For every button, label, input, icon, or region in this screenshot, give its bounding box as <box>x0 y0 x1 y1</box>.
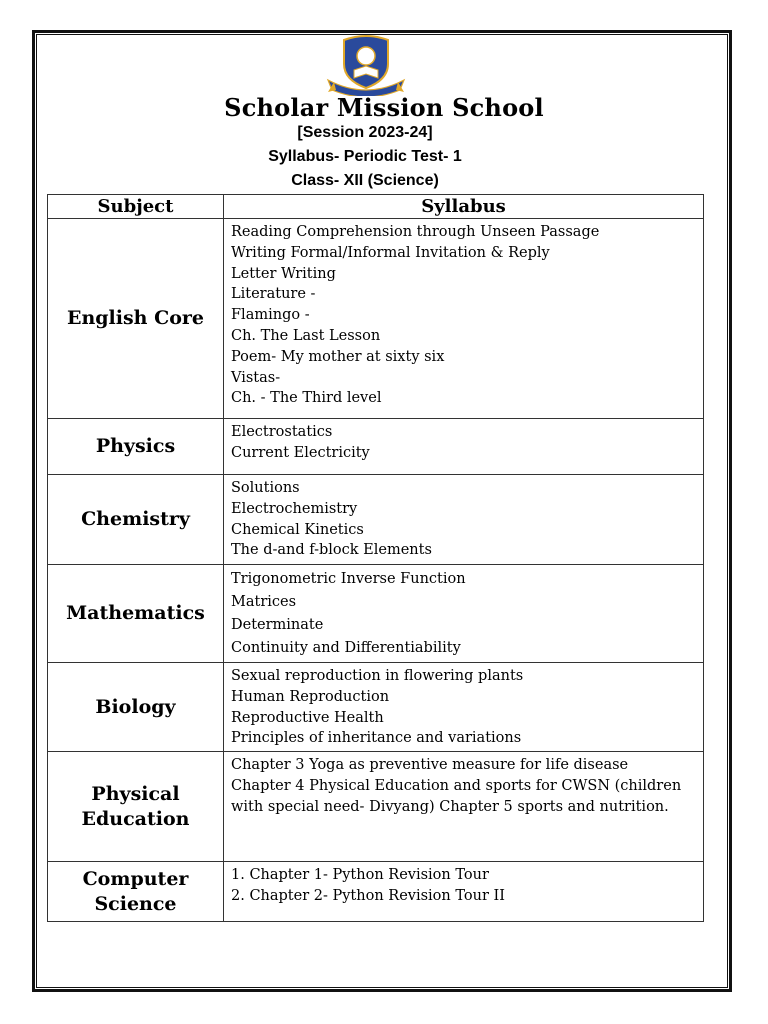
syllabus-item: Principles of inheritance and variations <box>231 730 522 747</box>
subject-cell <box>48 862 224 922</box>
syllabus-item: The d-and f-block Elements <box>231 542 432 559</box>
table-row <box>48 565 704 663</box>
syllabus-item: Solutions <box>231 480 300 496</box>
subject-cell <box>48 752 224 862</box>
syllabus-column-header: Syllabus <box>224 195 704 219</box>
class-label: Class- XII (Science) <box>291 172 439 189</box>
table-row <box>48 419 704 475</box>
syllabus-item: Current Electricity <box>231 444 370 461</box>
syllabus-title: Syllabus- Periodic Test- 1 <box>268 148 462 165</box>
syllabus-item: Sexual reproduction in flowering plants <box>231 668 524 684</box>
subject-cell: Mathematics <box>48 565 224 663</box>
subject-line: Science <box>94 892 177 915</box>
syllabus-item: Chemical Kinetics <box>231 521 364 538</box>
table-row <box>48 663 704 752</box>
subject-cell: Physics <box>48 419 224 475</box>
syllabus-cell <box>224 419 704 475</box>
subject-cell: Chemistry <box>48 475 224 565</box>
school-name: Scholar Mission School <box>224 93 544 122</box>
subject-column-header: Subject <box>48 195 224 219</box>
syllabus-item: 1. Chapter 1- Python Revision Tour <box>231 867 489 884</box>
syllabus-item: Vistas- <box>231 369 281 386</box>
syllabus-item: Ch. The Last Lesson <box>231 327 381 344</box>
syllabus-item: Flamingo - <box>231 307 310 324</box>
table-header-row <box>48 195 704 219</box>
syllabus-item: Chapter 3 Yoga as preventive measure for life disease <box>231 757 629 774</box>
syllabus-cell <box>224 475 704 565</box>
syllabus-item: Reading Comprehension through Unseen Passage <box>231 224 600 240</box>
subject-line: Physical <box>91 782 180 805</box>
syllabus-cell <box>224 219 704 419</box>
school-logo-icon <box>326 34 406 96</box>
subject-line: Education <box>81 807 190 830</box>
syllabus-item: 2. Chapter 2- Python Revision Tour II <box>231 887 505 904</box>
syllabus-item: Literature - <box>231 286 316 303</box>
syllabus-cell <box>224 752 704 862</box>
syllabus-item: Determinate <box>231 617 324 633</box>
table-row <box>48 219 704 419</box>
syllabus-item: Ch. - The Third level <box>231 390 382 407</box>
syllabus-item: Human Reproduction <box>231 688 390 705</box>
syllabus-item: Electrostatics <box>231 424 333 440</box>
syllabus-table <box>47 194 704 922</box>
syllabus-cell <box>224 862 704 922</box>
syllabus-item: Letter Writing <box>231 265 336 282</box>
syllabus-item: Matrices <box>231 594 297 610</box>
syllabus-item: Trigonometric Inverse Function <box>231 571 466 587</box>
subject-cell: Biology <box>48 663 224 752</box>
syllabus-item: Chapter 4 Physical Education and sports for CWSN (children with special need- Divyang) Chapter 5 sports and nutrition. <box>231 777 682 815</box>
subject-cell: English Core <box>48 219 224 419</box>
syllabus-cell <box>224 663 704 752</box>
syllabus-item: Electrochemistry <box>231 500 358 517</box>
subject-line: Computer <box>82 867 189 890</box>
session-label: [Session 2023-24] <box>297 124 433 141</box>
syllabus-item: Reproductive Health <box>231 709 384 726</box>
syllabus-item: Continuity and Differentiability <box>231 640 461 656</box>
syllabus-item: Writing Formal/Informal Invitation & Reply <box>231 244 550 261</box>
syllabus-item: Poem- My mother at sixty six <box>231 348 445 365</box>
table-row <box>48 862 704 922</box>
syllabus-cell <box>224 565 704 663</box>
table-row <box>48 752 704 862</box>
table-row <box>48 475 704 565</box>
